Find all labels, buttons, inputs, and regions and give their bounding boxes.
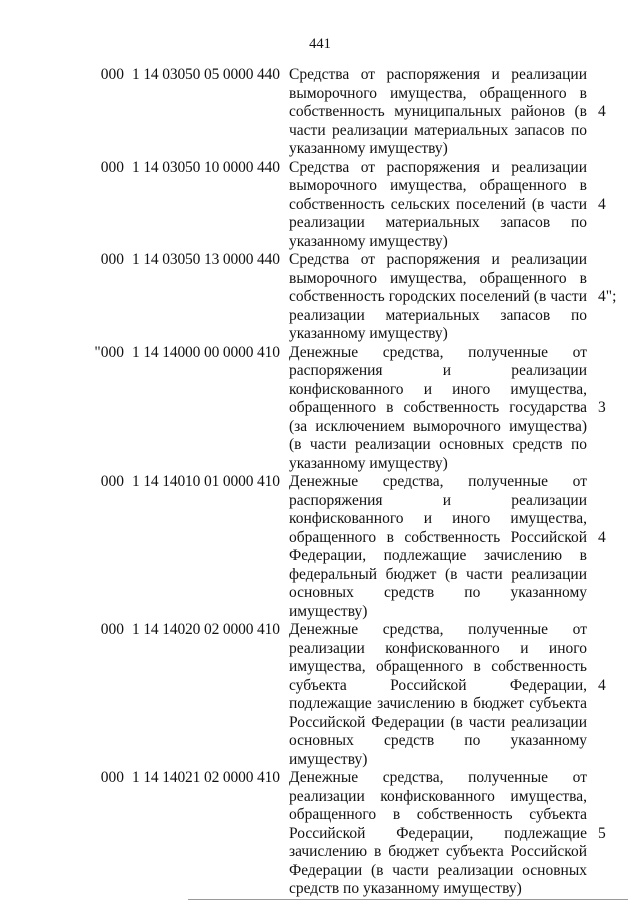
budget-code: 1 14 03050 13 0000 440 — [132, 251, 280, 268]
table-row — [0, 769, 640, 899]
revenue-description: Средства от распоряжения и реализации выморочного имущества, обращенного в собственность сельских поселений (в части реализации материальных запасов по указанному имуществу) — [289, 158, 587, 250]
admin-code: "000 — [94, 343, 124, 361]
revenue-description: Денежные средства, полученные от распоряжения и реализации конфискованного и иного имущества, обращенного в собственность Российской Федерации, подлежащие зачислению в федеральный бюджет (в части реализации основных средств по указанному имуществу) — [289, 473, 587, 620]
table-row — [0, 66, 640, 159]
row-value: 4 — [598, 103, 606, 120]
revenue-description: Денежные средства, полученные от реализации конфискованного и иного имущества, обращенного в собственность субъекта Российской Федерации, подлежащие зачислению в бюджет субъекта Российской Федерации (в части реализации основных средств по указанному имуществу) — [289, 621, 587, 768]
row-value: 4 — [598, 195, 606, 213]
row-value: 4 — [598, 528, 606, 546]
revenue-description: Денежные средства, полученные от реализации конфискованного имущества, обращенного в собственность субъекта Российской Федерации, подлежащие зачислению в бюджет субъекта Российской Федерации (в части реализации основных средств по указанному имуществу) — [289, 769, 587, 897]
table-row — [0, 251, 640, 344]
budget-code-table — [0, 66, 640, 899]
table-row — [0, 621, 640, 769]
budget-code: 1 14 03050 05 0000 440 — [132, 66, 280, 83]
revenue-description: Средства от распоряжения и реализации выморочного имущества, обращенного в собственность городских поселений (в части реализации материальных запасов по указанному имуществу) — [289, 251, 587, 342]
admin-code: 000 — [100, 251, 124, 268]
revenue-description: Денежные средства, полученные от распоряжения и реализации конфискованного и иного имущества, обращенного в собственность государства (за исключением выморочного имущества) (в части реализации основных средств по указанному имуществу) — [289, 343, 587, 472]
admin-code: 000 — [100, 769, 124, 786]
row-value: 5 — [598, 824, 606, 842]
admin-code: 000 — [100, 66, 124, 83]
budget-code: 1 14 14000 00 0000 410 — [132, 343, 280, 361]
budget-code: 1 14 14021 02 0000 410 — [132, 769, 280, 786]
table-row — [0, 159, 640, 252]
row-value: 3 — [598, 399, 606, 416]
admin-code: 000 — [100, 621, 124, 638]
row-value: 4 — [598, 676, 606, 694]
admin-code: 000 — [100, 473, 124, 490]
bottom-rule — [188, 899, 628, 900]
budget-code: 1 14 14020 02 0000 410 — [132, 621, 280, 638]
page-number: 441 — [309, 36, 331, 52]
budget-code: 1 14 14010 01 0000 410 — [132, 473, 280, 490]
budget-code: 1 14 03050 10 0000 440 — [132, 158, 280, 176]
table-row — [0, 473, 640, 621]
row-value: 4"; — [598, 288, 617, 305]
table-row — [0, 344, 640, 474]
revenue-description: Средства от распоряжения и реализации выморочного имущества, обращенного в собственность муниципальных районов (в части реализации материальных запасов по указанному имуществу) — [289, 66, 587, 157]
admin-code: 000 — [100, 158, 124, 176]
